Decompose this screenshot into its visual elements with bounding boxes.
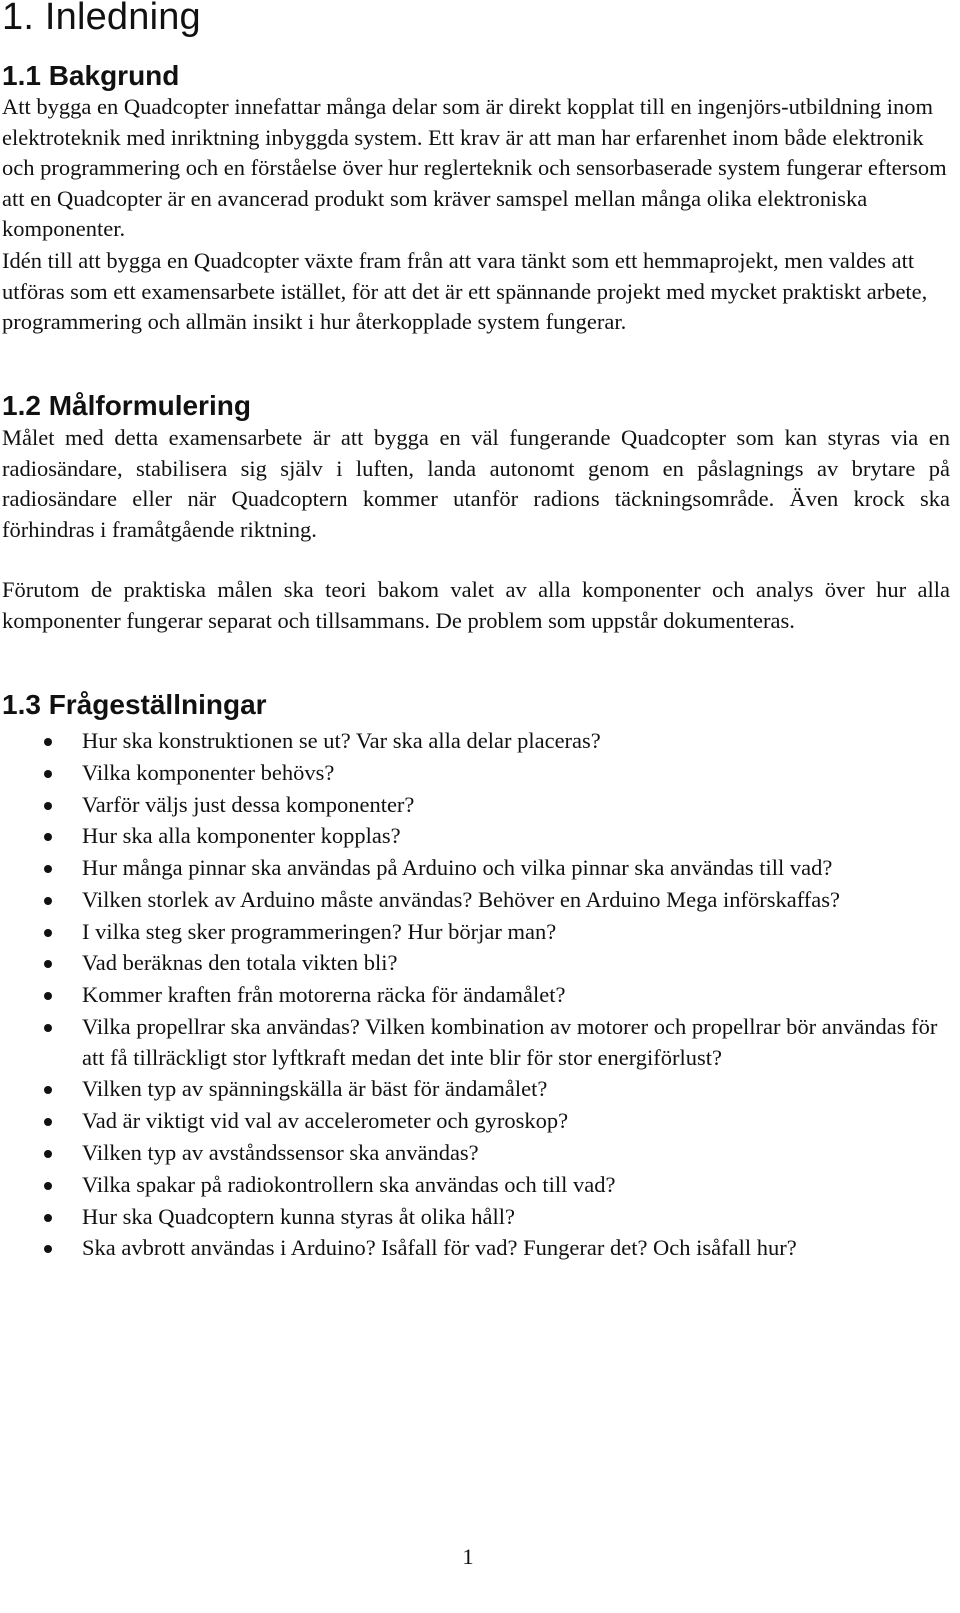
section-heading-fragestallningar: 1.3 Frågeställningar <box>2 689 267 720</box>
question-item <box>0 1202 948 1233</box>
bullet-icon <box>44 1182 52 1190</box>
section-heading-bakgrund: 1.1 Bakgrund <box>2 60 180 91</box>
question-item <box>0 790 948 821</box>
bullet-icon <box>44 1024 52 1032</box>
question-text: Hur ska konstruktionen se ut? Var ska alla delar placeras? <box>82 728 601 753</box>
question-text: Hur ska Quadcoptern kunna styras åt olika håll? <box>82 1203 515 1229</box>
question-text: Hur många pinnar ska användas på Arduino och vilka pinnar ska användas till vad? <box>82 855 833 881</box>
question-item <box>0 1106 948 1137</box>
bullet-icon <box>44 833 52 841</box>
question-item <box>0 917 948 948</box>
question-list <box>0 726 948 1265</box>
question-text: Vad är viktigt vid val av accelerometer och gyroskop? <box>82 1108 569 1134</box>
question-text: Vilka komponenter behövs? <box>82 759 335 785</box>
question-item <box>0 980 948 1011</box>
question-text: Vilka spakar på radiokontrollern ska användas och till vad? <box>82 1171 616 1197</box>
question-item <box>0 885 948 916</box>
bullet-icon <box>44 1214 52 1222</box>
question-item <box>0 1012 948 1073</box>
chapter-heading: 1. Inledning <box>2 0 201 38</box>
question-item <box>0 758 948 789</box>
bullet-icon <box>44 738 52 746</box>
bullet-icon <box>44 1118 52 1126</box>
question-text: Vilken typ av avståndssensor ska användas? <box>82 1139 479 1165</box>
section-heading-malformulering: 1.2 Målformulering <box>2 390 251 421</box>
bullet-icon <box>44 1086 52 1094</box>
question-text: Kommer kraften från motorerna räcka för ändamålet? <box>82 982 566 1008</box>
question-text: Vad beräknas den totala vikten bli? <box>82 950 398 976</box>
question-text: Vilka propellrar ska användas? Vilken kombination av motorer och propellrar bör användas för att få tillräckligt stor lyftkraft medan det inte blir för stor energiförlust? <box>82 1014 938 1070</box>
question-item <box>0 726 948 757</box>
bullet-icon <box>44 1150 52 1158</box>
bullet-icon <box>44 802 52 810</box>
question-text: I vilka steg sker programmeringen? Hur börjar man? <box>82 918 557 944</box>
question-text: Varför väljs just dessa komponenter? <box>82 791 415 817</box>
bullet-icon <box>44 992 52 1000</box>
question-item <box>0 821 948 852</box>
question-item <box>0 1138 948 1169</box>
bullet-icon <box>44 960 52 968</box>
bullet-icon <box>44 929 52 937</box>
page-number: 1 <box>462 1544 474 1569</box>
bullet-icon <box>44 897 52 905</box>
malformulering-paragraph-2: Förutom de praktiska målen ska teori bakom valet av alla komponenter och analys över hur alla komponenter fungerar separat och tillsammans. De problem som uppstår dokumenteras. <box>2 577 950 633</box>
question-text: Hur ska alla komponenter kopplas? <box>82 823 401 849</box>
question-item <box>0 1233 948 1264</box>
bullet-icon <box>44 865 52 873</box>
question-text: Vilken storlek av Arduino måste användas? Behöver en Arduino Mega införskaffas? <box>82 886 841 912</box>
bakgrund-paragraph-2: Idén till att bygga en Quadcopter växte fram från att vara tänkt som ett hemmaprojekt, men valdes att utföras som ett examensarbete istället, för att det är ett spännande projekt med mycket praktiskt arbete, programmering och allmän insikt i hur återkopplade system fungerar. <box>2 248 928 335</box>
malformulering-paragraph-1: Målet med detta examensarbete är att bygga en väl fungerande Quadcopter som kan styras via en radiosändare, stabilisera sig själv i luften, landa autonomt genom en påslagnings av brytare på radiosändare eller när Quadcoptern kommer utanför radions täckningsområde. Även krock ska förhindras i framåtgående riktning. <box>2 425 950 542</box>
question-text: Ska avbrott användas i Arduino? Isåfall för vad? Fungerar det? Och isåfall hur? <box>82 1235 797 1261</box>
question-text: Vilken typ av spänningskälla är bäst för ändamålet? <box>82 1076 548 1102</box>
question-item <box>0 948 948 979</box>
question-item <box>0 1170 948 1201</box>
bullet-icon <box>44 1245 52 1253</box>
bullet-icon <box>44 770 52 778</box>
bakgrund-paragraph-1: Att bygga en Quadcopter innefattar många delar som är direkt kopplat till en ingenjörs-utbildning inom elektroteknik med inriktning inbyggda system. Ett krav är att man har erfarenhet inom både elektronik och programmering och en förståelse över hur reglerteknik och sensorbaserade system fungerar eftersom att en Quadcopter är en avancerad produkt som kräver samspel mellan många olika elektroniska komponenter. <box>2 94 947 242</box>
question-item <box>0 853 948 884</box>
question-item <box>0 1074 948 1105</box>
